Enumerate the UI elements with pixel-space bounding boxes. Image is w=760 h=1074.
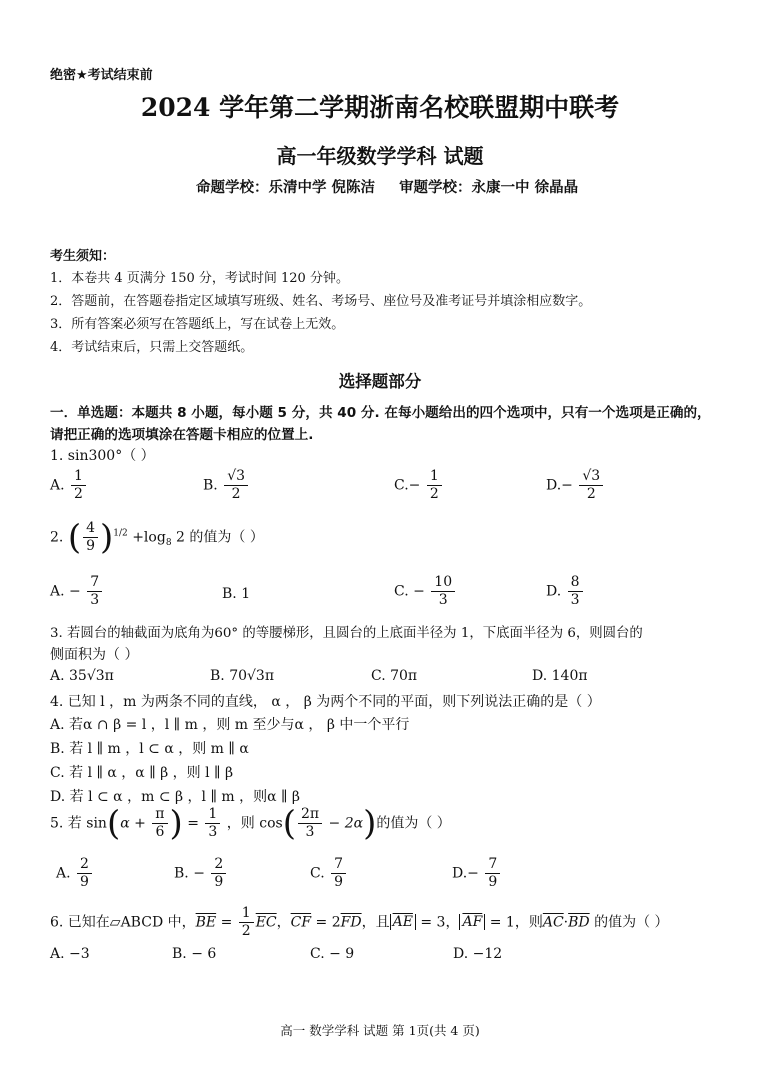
exam-title: 2024 学年第二学期浙南名校联盟期中联考 <box>140 93 620 122</box>
question-2-option-a: A. − $\frac{7}{3}$ <box>50 574 104 609</box>
notice-item: 4．考试结束后，只需上交答题纸。 <box>50 340 254 355</box>
notice-item: 3．所有答案必须写在答题纸上，写在试卷上无效。 <box>50 317 345 332</box>
question-3-option-a: A. 35√3π <box>50 668 114 684</box>
question-3-option-c: C. 70π <box>371 668 418 684</box>
exam-subtitle: 高一年级数学学科 试题 <box>276 144 484 168</box>
question-2-stem: 2. ( $\frac{4}{9}$ )$^{1/2} +\log_8$ 2 的值为（ ） <box>50 517 264 558</box>
confidential-label: 绝密★考试结束前 <box>50 68 153 83</box>
question-6-stem: 6. 已知在▱ABCD 中，$\overline{BE}$ = $\frac{1}{2}$ $\overline{EC}$，$\overline{CF} = 2\overline{FD}$，且 $\overline{AE} = 3$， $\overline{AF} = 1$，则$\overline{AC}\cdot\overline{BD}$ 的值为（ ） <box>50 905 669 939</box>
question-1-option-a: A. $\frac{1}{2}$ <box>50 468 88 503</box>
setter-school: 命题学校：乐清中学 倪陈洁 <box>196 180 376 196</box>
question-6-option-d: D. −12 <box>453 946 503 962</box>
question-3-line-1: 3. 若圆台的轴截面为底角为60° 的等腰梯形，且圆台的上底面半径为 1，下底面半径为 6，则圆台的 <box>50 626 643 641</box>
notice-title: 考生须知： <box>50 249 116 264</box>
section-description: 一．单选题：本题共 8 小题，每小题 5 分，共 40 分. 在每小题给出的四个选项中，只有一个选项是正确的，请把正确的选项填涂在答题卡相应的位置上. <box>50 405 711 443</box>
authors-line <box>196 176 578 197</box>
page-footer: 高一 数学学科 试题 第 1页(共 4 页) <box>280 1023 480 1038</box>
question-2-option-b: B. 1 <box>222 586 251 602</box>
question-2-option-c: C. − $\frac{10}{3}$ <box>394 574 457 609</box>
question-5-option-d: D.− $\frac{7}{9}$ <box>452 856 502 891</box>
question-1-option-d: D.− $\frac{√3}{2}$ <box>546 468 605 503</box>
question-3-option-d: D. 140π <box>532 668 588 684</box>
question-4-option-b: B. 若 l ∥ m ，l ⊂ α ，则 m ∥ α <box>50 741 249 757</box>
question-2-option-d: D. $\frac{8}{3}$ <box>546 574 585 609</box>
question-6-option-c: C. − 9 <box>310 946 355 962</box>
question-4-option-c: C. 若 l ∥ α ，α ∥ β ，则 l ∥ β <box>50 765 234 781</box>
question-6-option-a: A. −3 <box>50 946 90 962</box>
question-6-option-b: B. − 6 <box>172 946 217 962</box>
question-4-option-a: A. 若α ∩ β = l ，l ∥ m ，则 m 至少与α ， β 中一个平行 <box>50 717 410 733</box>
question-1-option-b: B. $\frac{√3}{2}$ <box>203 468 250 503</box>
question-5-option-a: A. $\frac{2}{9}$ <box>56 856 94 891</box>
notice-item: 2．答题前，在答题卷指定区域填写班级、姓名、考场号、座位号及准考证号并填涂相应数字。 <box>50 294 592 309</box>
question-5-option-c: C. $\frac{7}{9}$ <box>310 856 348 891</box>
question-5-option-b: B. − $\frac{2}{9}$ <box>174 856 228 891</box>
question-5-stem: 5. 若 sin(α + $\frac{\pi}{6}$ ) = $\frac{1}{3}$ ，则 cos( $\frac{2\pi}{3}$ − 2α)的值为（ ） <box>50 803 451 844</box>
question-4-option-d: D. 若 l ⊂ α ，m ⊂ β ，l ∥ m ，则α ∥ β <box>50 789 301 805</box>
reviewer-school: 审题学校：永康一中 徐晶晶 <box>399 180 579 196</box>
question-1-option-c: C.− $\frac{1}{2}$ <box>394 468 444 503</box>
question-3-line-2: 侧面积为（ ） <box>50 647 139 663</box>
question-1-stem: 1. sin300°（ ） <box>50 448 155 464</box>
question-3-option-b: B. 70√3π <box>210 668 275 684</box>
notice-item: 1．本卷共 4 页满分 150 分，考试时间 120 分钟。 <box>50 271 349 286</box>
section-title: 选择题部分 <box>338 372 422 391</box>
question-4-stem: 4. 已知 l ，m 为两条不同的直线， α ， β 为两个不同的平面，则下列说法正确的是（ ） <box>50 694 601 710</box>
